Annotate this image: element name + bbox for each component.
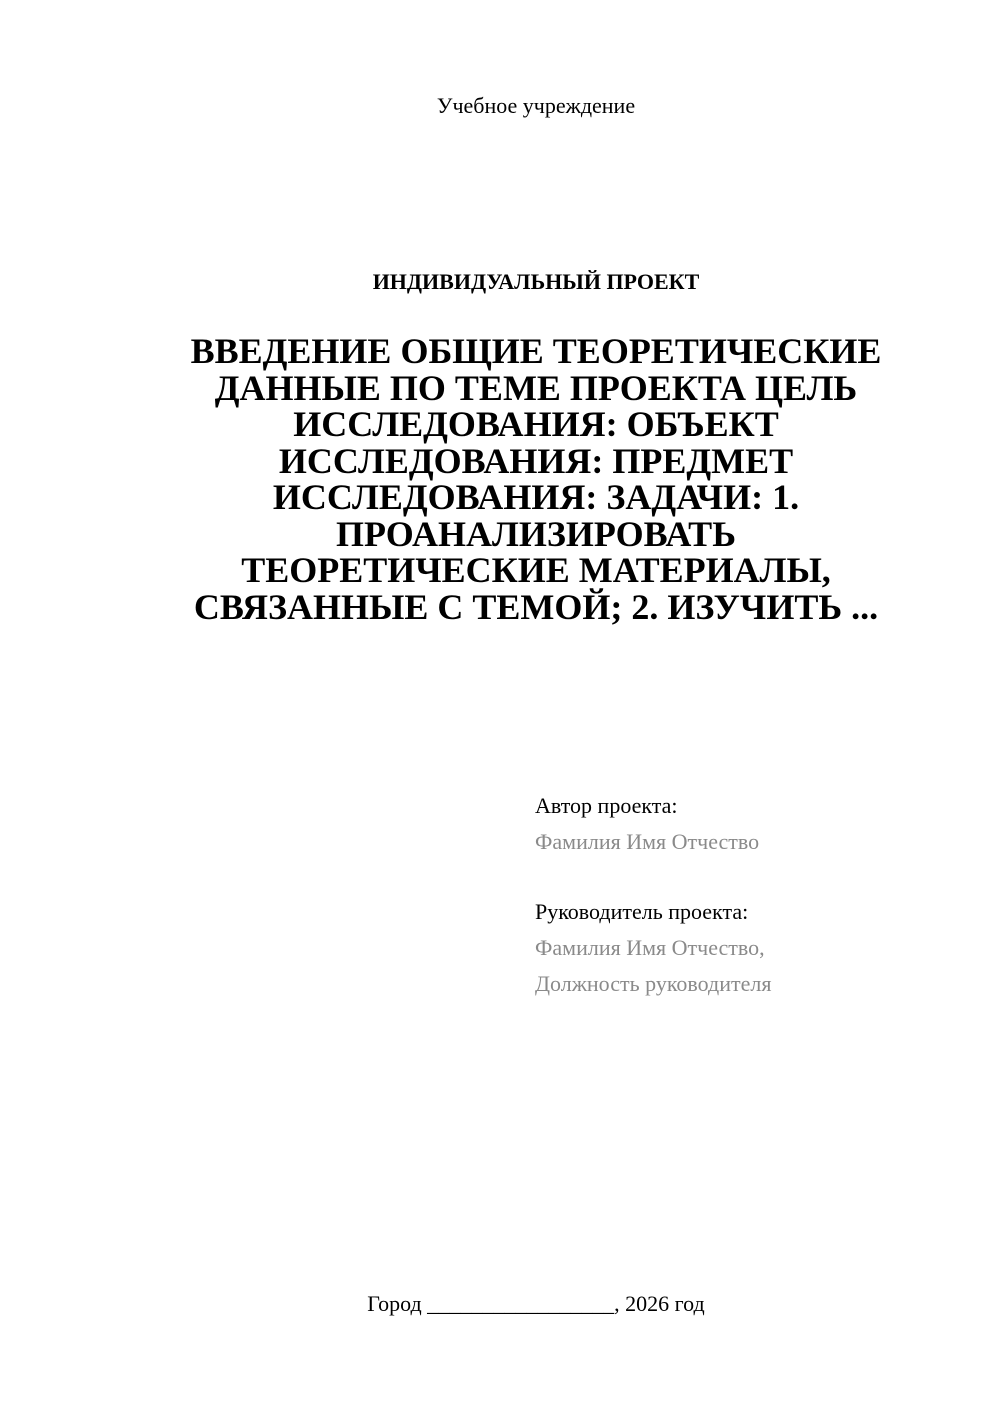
project-title-line: ИССЛЕДОВАНИЯ: ОБЪЕКТ (293, 404, 779, 444)
project-title-line: ТЕОРЕТИЧЕСКИЕ МАТЕРИАЛЫ, (241, 550, 831, 590)
project-type: ИНДИВИДУАЛЬНЫЙ ПРОЕКТ (372, 269, 700, 294)
project-title-line: СВЯЗАННЫЕ С ТЕМОЙ; 2. ИЗУЧИТЬ ... (193, 586, 879, 627)
author-label: Автор проекта: (535, 793, 678, 818)
supervisor-position: Должность руководителя (535, 971, 772, 996)
supervisor-name: Фамилия Имя Отчество, (535, 935, 765, 960)
project-title-line: ИССЛЕДОВАНИЯ: ЗАДАЧИ: 1. (272, 477, 800, 517)
project-title-line: ДАННЫЕ ПО ТЕМЕ ПРОЕКТА ЦЕЛЬ (214, 367, 858, 408)
project-title-line: ИССЛЕДОВАНИЯ: ПРЕДМЕТ (278, 440, 794, 481)
project-title-line: ВВЕДЕНИЕ ОБЩИЕ ТЕОРЕТИЧЕСКИЕ (190, 331, 882, 371)
supervisor-label: Руководитель проекта: (535, 899, 749, 924)
author-block (535, 788, 975, 860)
supervisor-block (535, 894, 975, 1002)
institution-name: Учебное учреждение (436, 93, 636, 118)
project-title-line: ПРОАНАЛИЗИРОВАТЬ (336, 513, 736, 554)
city-year-line: Город _________________, 2026 год (367, 1291, 705, 1316)
author-name: Фамилия Имя Отчество (535, 829, 760, 854)
project-title (150, 333, 922, 625)
